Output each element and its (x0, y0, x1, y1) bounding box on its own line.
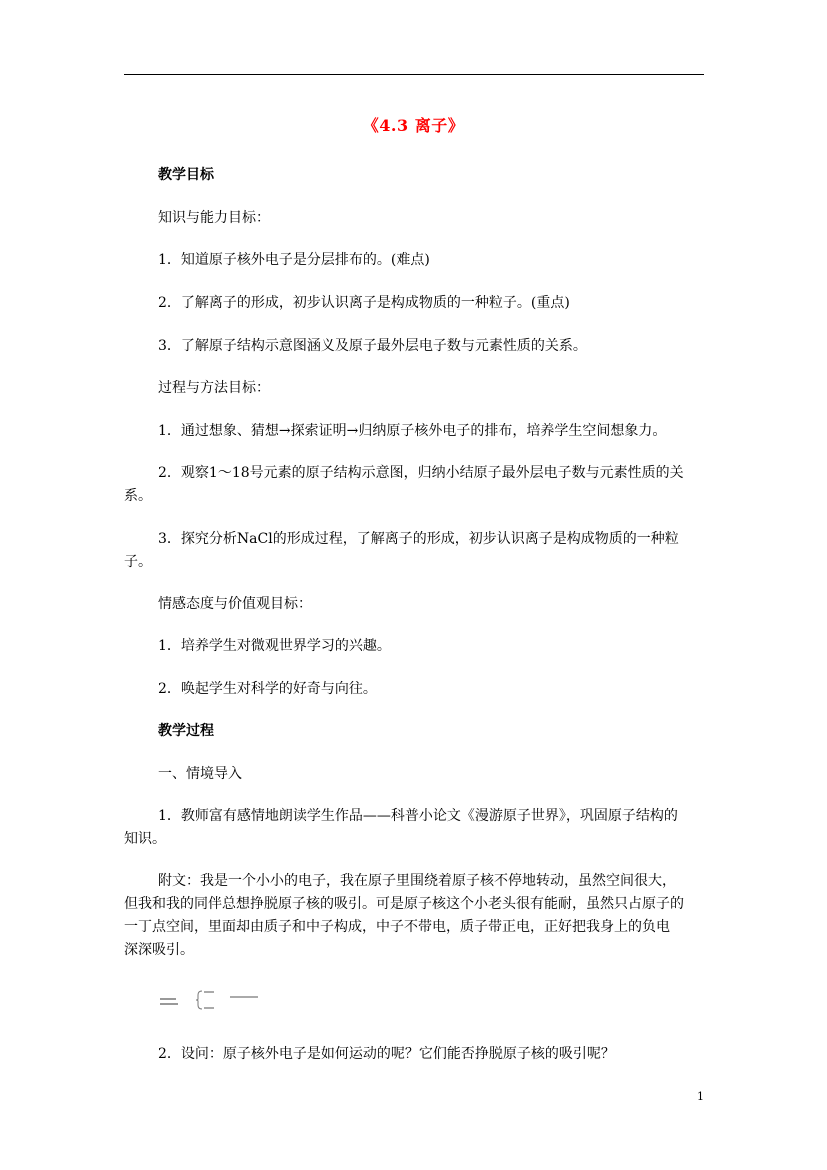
page-number: 1 (697, 1090, 704, 1103)
process-item-2-line1: 2．观察1～18号元素的原子结构示意图，归纳小结原子最外层电子数与元素性质的关 (158, 465, 684, 481)
process-item-2-line2: 系。 (124, 488, 152, 504)
intro-item-2: 2．设问：原子核外电子是如何运动的呢？它们能否挣脱原子核的吸引呢？ (158, 1046, 615, 1062)
heading-knowledge-goals: 知识与能力目标： (158, 210, 270, 226)
document-title: 《4.3 离子》 (362, 116, 465, 135)
emotion-item-1: 1．培养学生对微观世界学习的兴趣。 (158, 638, 391, 654)
essay-line-3: 一丁点空间，里面却由质子和中子构成，中子不带电，质子带正电，正好把我身上的负电 (124, 919, 670, 935)
process-item-1: 1．通过想象、猜想→探索证明→归纳原子核外电子的排布，培养学生空间想象力。 (158, 423, 667, 439)
heading-process-goals: 过程与方法目标： (158, 380, 270, 396)
knowledge-item-1: 1．知道原子核外电子是分层排布的。(难点) (158, 252, 430, 268)
intro-item-1-line1: 1．教师富有感情地朗读学生作品——科普小论文《漫游原子世界》，巩固原子结构的 (158, 808, 678, 824)
heading-teaching-goals: 教学目标 (158, 167, 214, 183)
essay-line-4: 深深吸引。 (124, 942, 194, 958)
intro-item-1-line2: 知识。 (124, 831, 166, 847)
heading-emotion-goals: 情感态度与价值观目标： (158, 596, 312, 612)
heading-teaching-process: 教学过程 (158, 723, 214, 739)
knowledge-item-2: 2．了解离子的形成，初步认识离子是构成物质的一种粒子。(重点) (158, 295, 570, 311)
essay-line-2: 但我和我的同伴总想挣脱原子核的吸引。可是原子核这个小老头很有能耐，虽然只占原子的 (124, 896, 684, 912)
knowledge-item-3: 3．了解原子结构示意图涵义及原子最外层电子数与元素性质的关系。 (158, 338, 587, 354)
essay-line-1: 附文：我是一个小小的电子，我在原子里围绕着原子核不停地转动，虽然空间很大， (158, 873, 676, 889)
atom-structure-diagram (158, 985, 268, 1015)
process-item-3-line1: 3．探究分析NaCl的形成过程，了解离子的形成，初步认识离子是构成物质的一种粒 (158, 531, 679, 547)
emotion-item-2: 2．唤起学生对科学的好奇与向往。 (158, 681, 377, 697)
process-item-3-line2: 子。 (124, 554, 152, 570)
header-rule (124, 74, 704, 75)
heading-scenario-intro: 一、情境导入 (158, 766, 242, 782)
